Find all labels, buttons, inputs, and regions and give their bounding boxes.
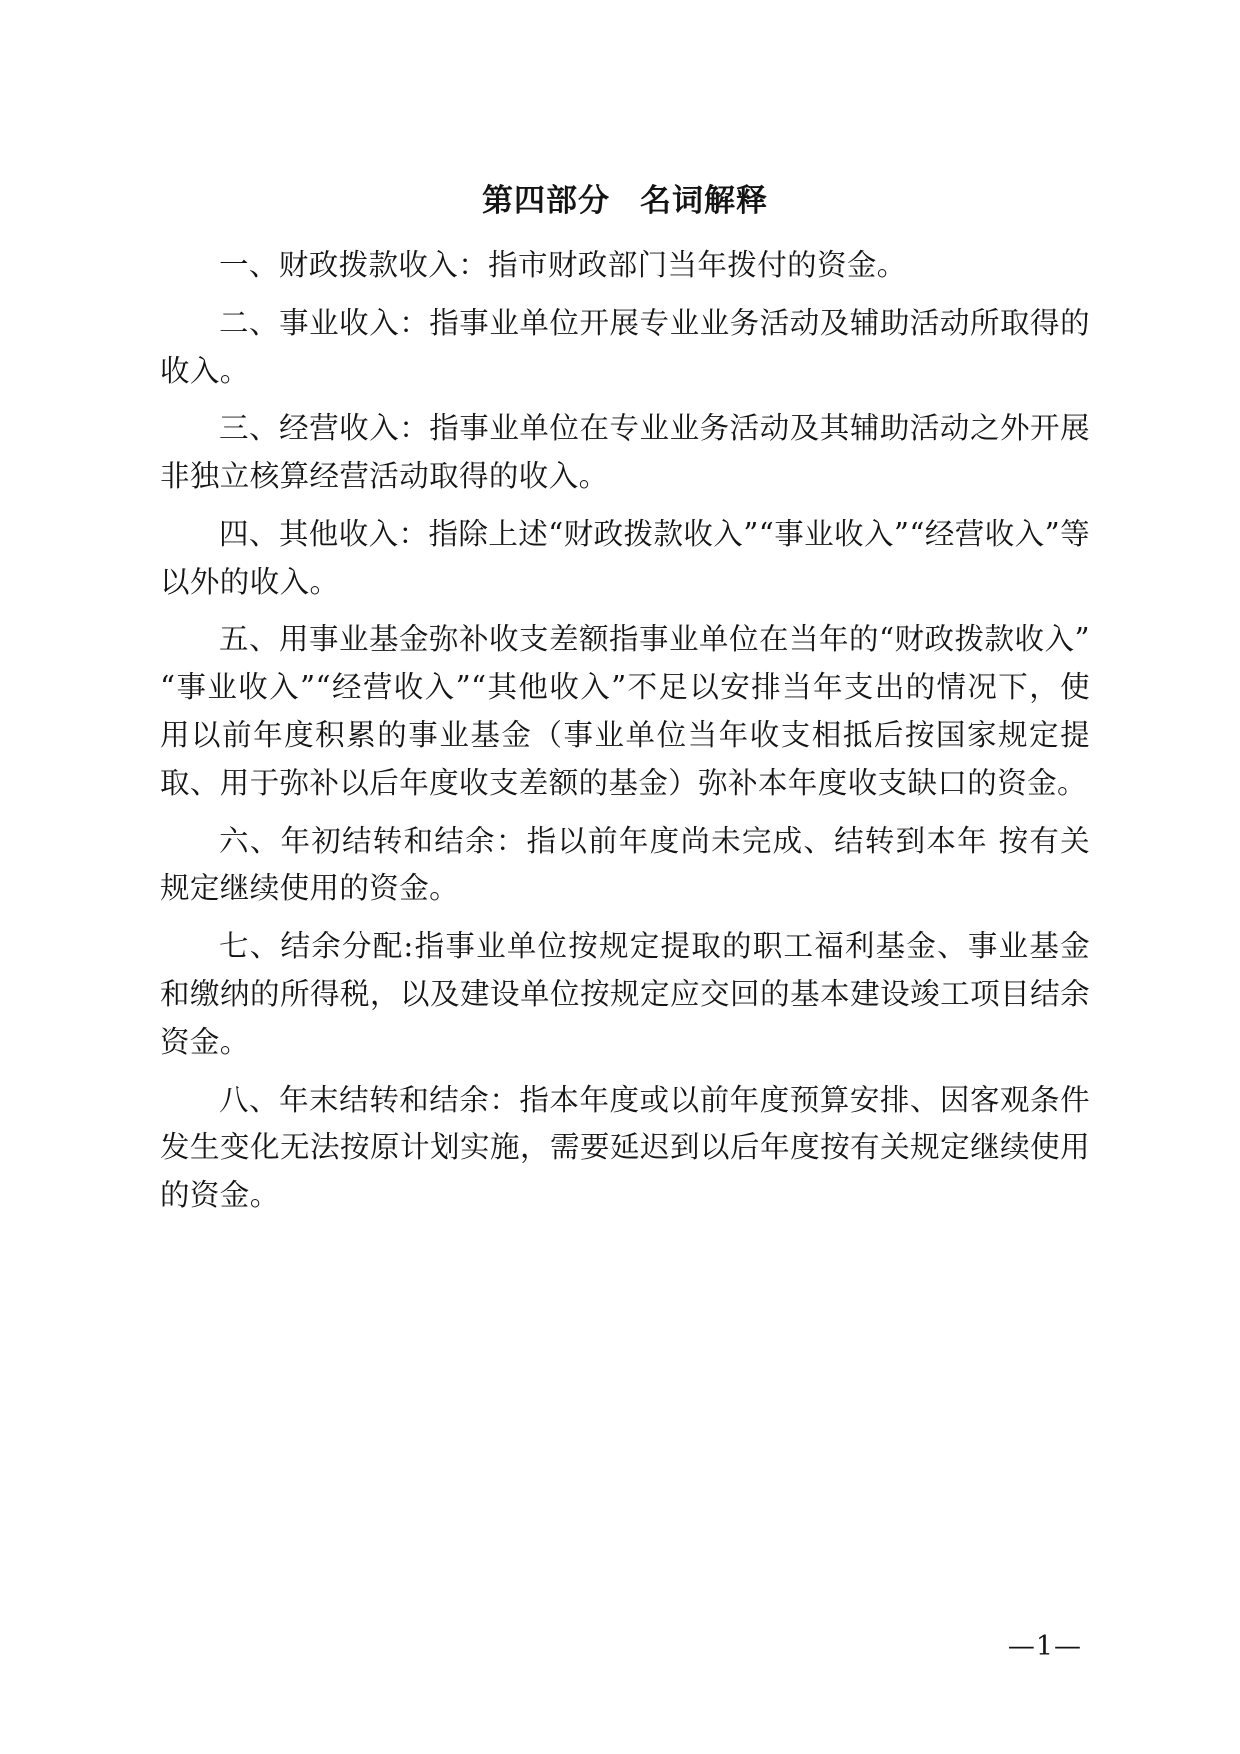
page-title-sub: 名词解释 (640, 183, 768, 219)
paragraph-1: 一、财政拨款收入：指市财政部门当年拨付的资金。 (219, 248, 907, 282)
paragraph-3: 三、经营收入：指事业单位在专业业务活动及其辅助活动之外开展非独立核算经营活动取得的收入。 (160, 411, 1090, 494)
paragraph-2: 二、事业收入：指事业单位开展专业业务活动及辅助活动所取得的收入。 (160, 305, 1090, 388)
paragraph-6: 六、年初结转和结余：指以前年度尚未完成、结转到本年 按有关规定继续使用的资金。 (160, 823, 1090, 906)
paragraph-7: 七、结余分配:指事业单位按规定提取的职工福利基金、事业基金和缴纳的所得税，以及建设单位按规定应交回的基本建设竣工项目结余资金。 (160, 929, 1090, 1059)
paragraph-8: 八、年末结转和结余：指本年度或以前年度预算安排、因客观条件发生变化无法按原计划实施，需要延迟到以后年度按有关规定继续使用的资金。 (160, 1082, 1090, 1213)
paragraph-5: 五、用事业基金弥补收支差额指事业单位在当年的“财政拨款收入”“事业收入”“经营收入”“其他收入”不足以安排当年支出的情况下，使用以前年度积累的事业基金（事业单位当年收支相抵后按国家规定提取、用于弥补以后年度收支差额的基金）弥补本年度收支缺口的资金。 (160, 622, 1090, 800)
page-title-main: 第四部分 (482, 183, 610, 219)
paragraph-4: 四、其他收入：指除上述“财政拨款收入”“事业收入”“经营收入”等以外的收入。 (160, 516, 1090, 599)
page-number: —1— (1007, 1631, 1082, 1662)
page-title (160, 175, 1090, 220)
